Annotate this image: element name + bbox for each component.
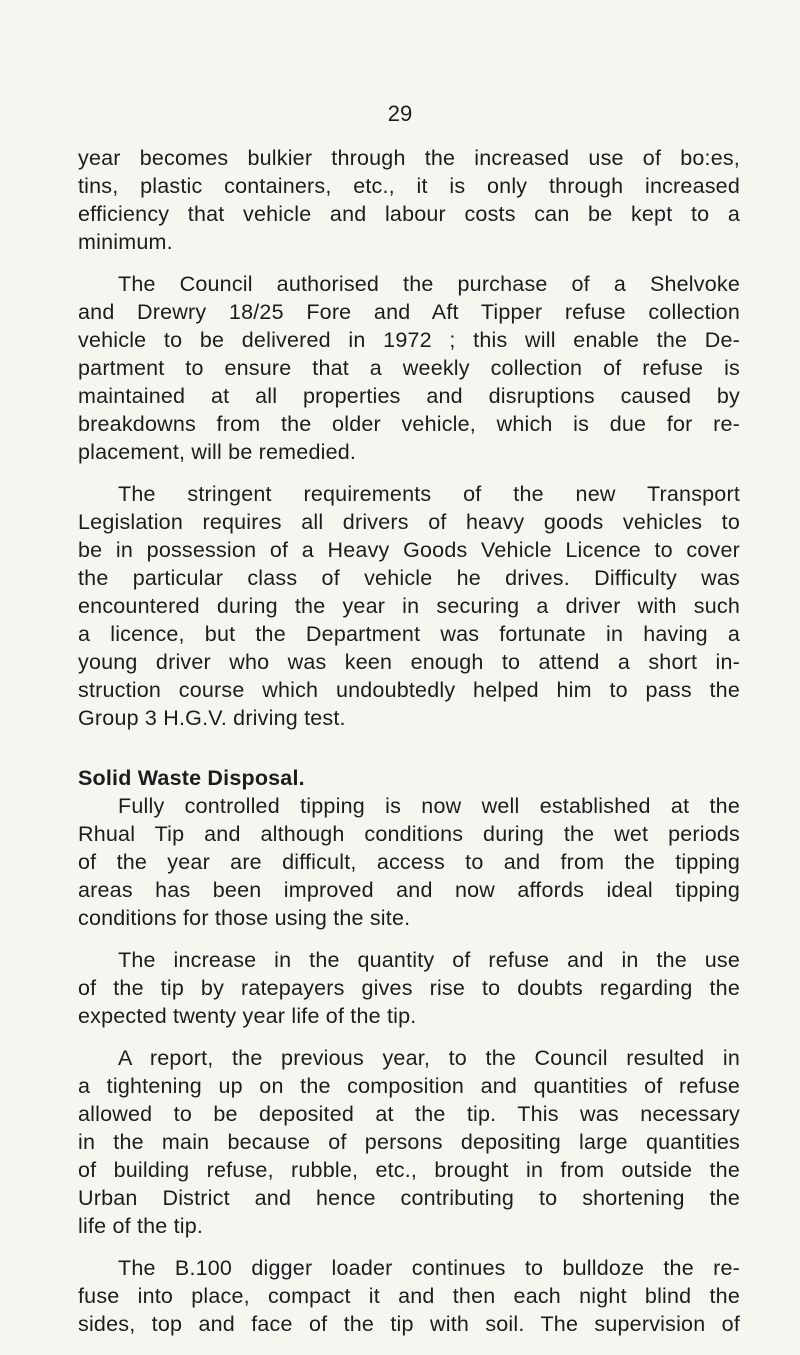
paragraph-controlled-tipping: [78, 792, 740, 932]
text-line: The Council authorised the purchase of a Shelvoke: [118, 272, 740, 296]
text-line: vehicle to be delivered in 1972 ; this will enable the De-: [78, 328, 740, 352]
text-line: areas has been improved and now affords ideal tipping: [78, 878, 740, 902]
paragraph-vehicle-purchase: [78, 270, 740, 466]
text-line: breakdowns from the older vehicle, which is due for re-: [78, 412, 740, 436]
paragraph-digger-loader: [78, 1254, 740, 1338]
text-line: young driver who was keen enough to attend a short in-: [78, 650, 740, 674]
text-line: struction course which undoubtedly helped him to pass the: [78, 678, 740, 702]
text-line: of building refuse, rubble, etc., brought in from outside the: [78, 1158, 740, 1182]
text-line: A report, the previous year, to the Council resulted in: [118, 1046, 740, 1070]
text-line: Fully controlled tipping is now well established at the: [118, 794, 740, 818]
text-line: year becomes bulkier through the increased use of bo:es,: [78, 146, 740, 170]
text-line: allowed to be deposited at the tip. This was necessary: [78, 1102, 740, 1126]
text-line: of the year are difficult, access to and from the tipping: [78, 850, 740, 874]
text-line: in the main because of persons depositing large quantities: [78, 1130, 740, 1154]
text-line: be in possession of a Heavy Goods Vehicle Licence to cover: [78, 538, 740, 562]
text-line: the particular class of vehicle he drives. Difficulty was: [78, 566, 740, 590]
text-line: a licence, but the Department was fortunate in having a: [78, 622, 740, 646]
text-line: minimum.: [78, 230, 173, 254]
text-line: a tightening up on the composition and quantities of refuse: [78, 1074, 740, 1098]
text-line: life of the tip.: [78, 1214, 204, 1238]
text-line: Urban District and hence contributing to shortening the: [78, 1186, 740, 1210]
text-line: expected twenty year life of the tip.: [78, 1004, 417, 1028]
text-line: of the tip by ratepayers gives rise to doubts regarding the: [78, 976, 740, 1000]
text-line: partment to ensure that a weekly collection of refuse is: [78, 356, 740, 380]
document-body: [78, 144, 740, 1338]
text-line: maintained at all properties and disruptions caused by: [78, 384, 740, 408]
paragraph-tip-life: [78, 946, 740, 1030]
paragraph-transport-legislation: [78, 480, 740, 732]
text-line: Rhual Tip and although conditions during the wet periods: [78, 822, 740, 846]
text-line: Group 3 H.G.V. driving test.: [78, 706, 346, 730]
text-line: The increase in the quantity of refuse and in the use: [118, 948, 740, 972]
section-heading: Solid Waste Disposal.: [78, 766, 305, 790]
text-line: encountered during the year in securing a driver with such: [78, 594, 740, 618]
text-line: and Drewry 18/25 Fore and Aft Tipper refuse collection: [78, 300, 740, 324]
text-line: sides, top and face of the tip with soil. The supervision of: [78, 1312, 740, 1336]
text-line: efficiency that vehicle and labour costs can be kept to a: [78, 202, 740, 226]
paragraph-council-report: [78, 1044, 740, 1240]
text-line: tins, plastic containers, etc., it is only through increased: [78, 174, 740, 198]
text-line: The stringent requirements of the new Transport: [118, 482, 740, 506]
text-line: fuse into place, compact it and then each night blind the: [78, 1284, 740, 1308]
text-line: conditions for those using the site.: [78, 906, 411, 930]
text-line: Legislation requires all drivers of heavy goods vehicles to: [78, 510, 740, 534]
text-line: The B.100 digger loader continues to bulldoze the re-: [118, 1256, 740, 1280]
page-number: 29: [387, 101, 413, 126]
paragraph-intro-continuation: [78, 144, 740, 256]
text-line: placement, will be remedied.: [78, 440, 357, 464]
